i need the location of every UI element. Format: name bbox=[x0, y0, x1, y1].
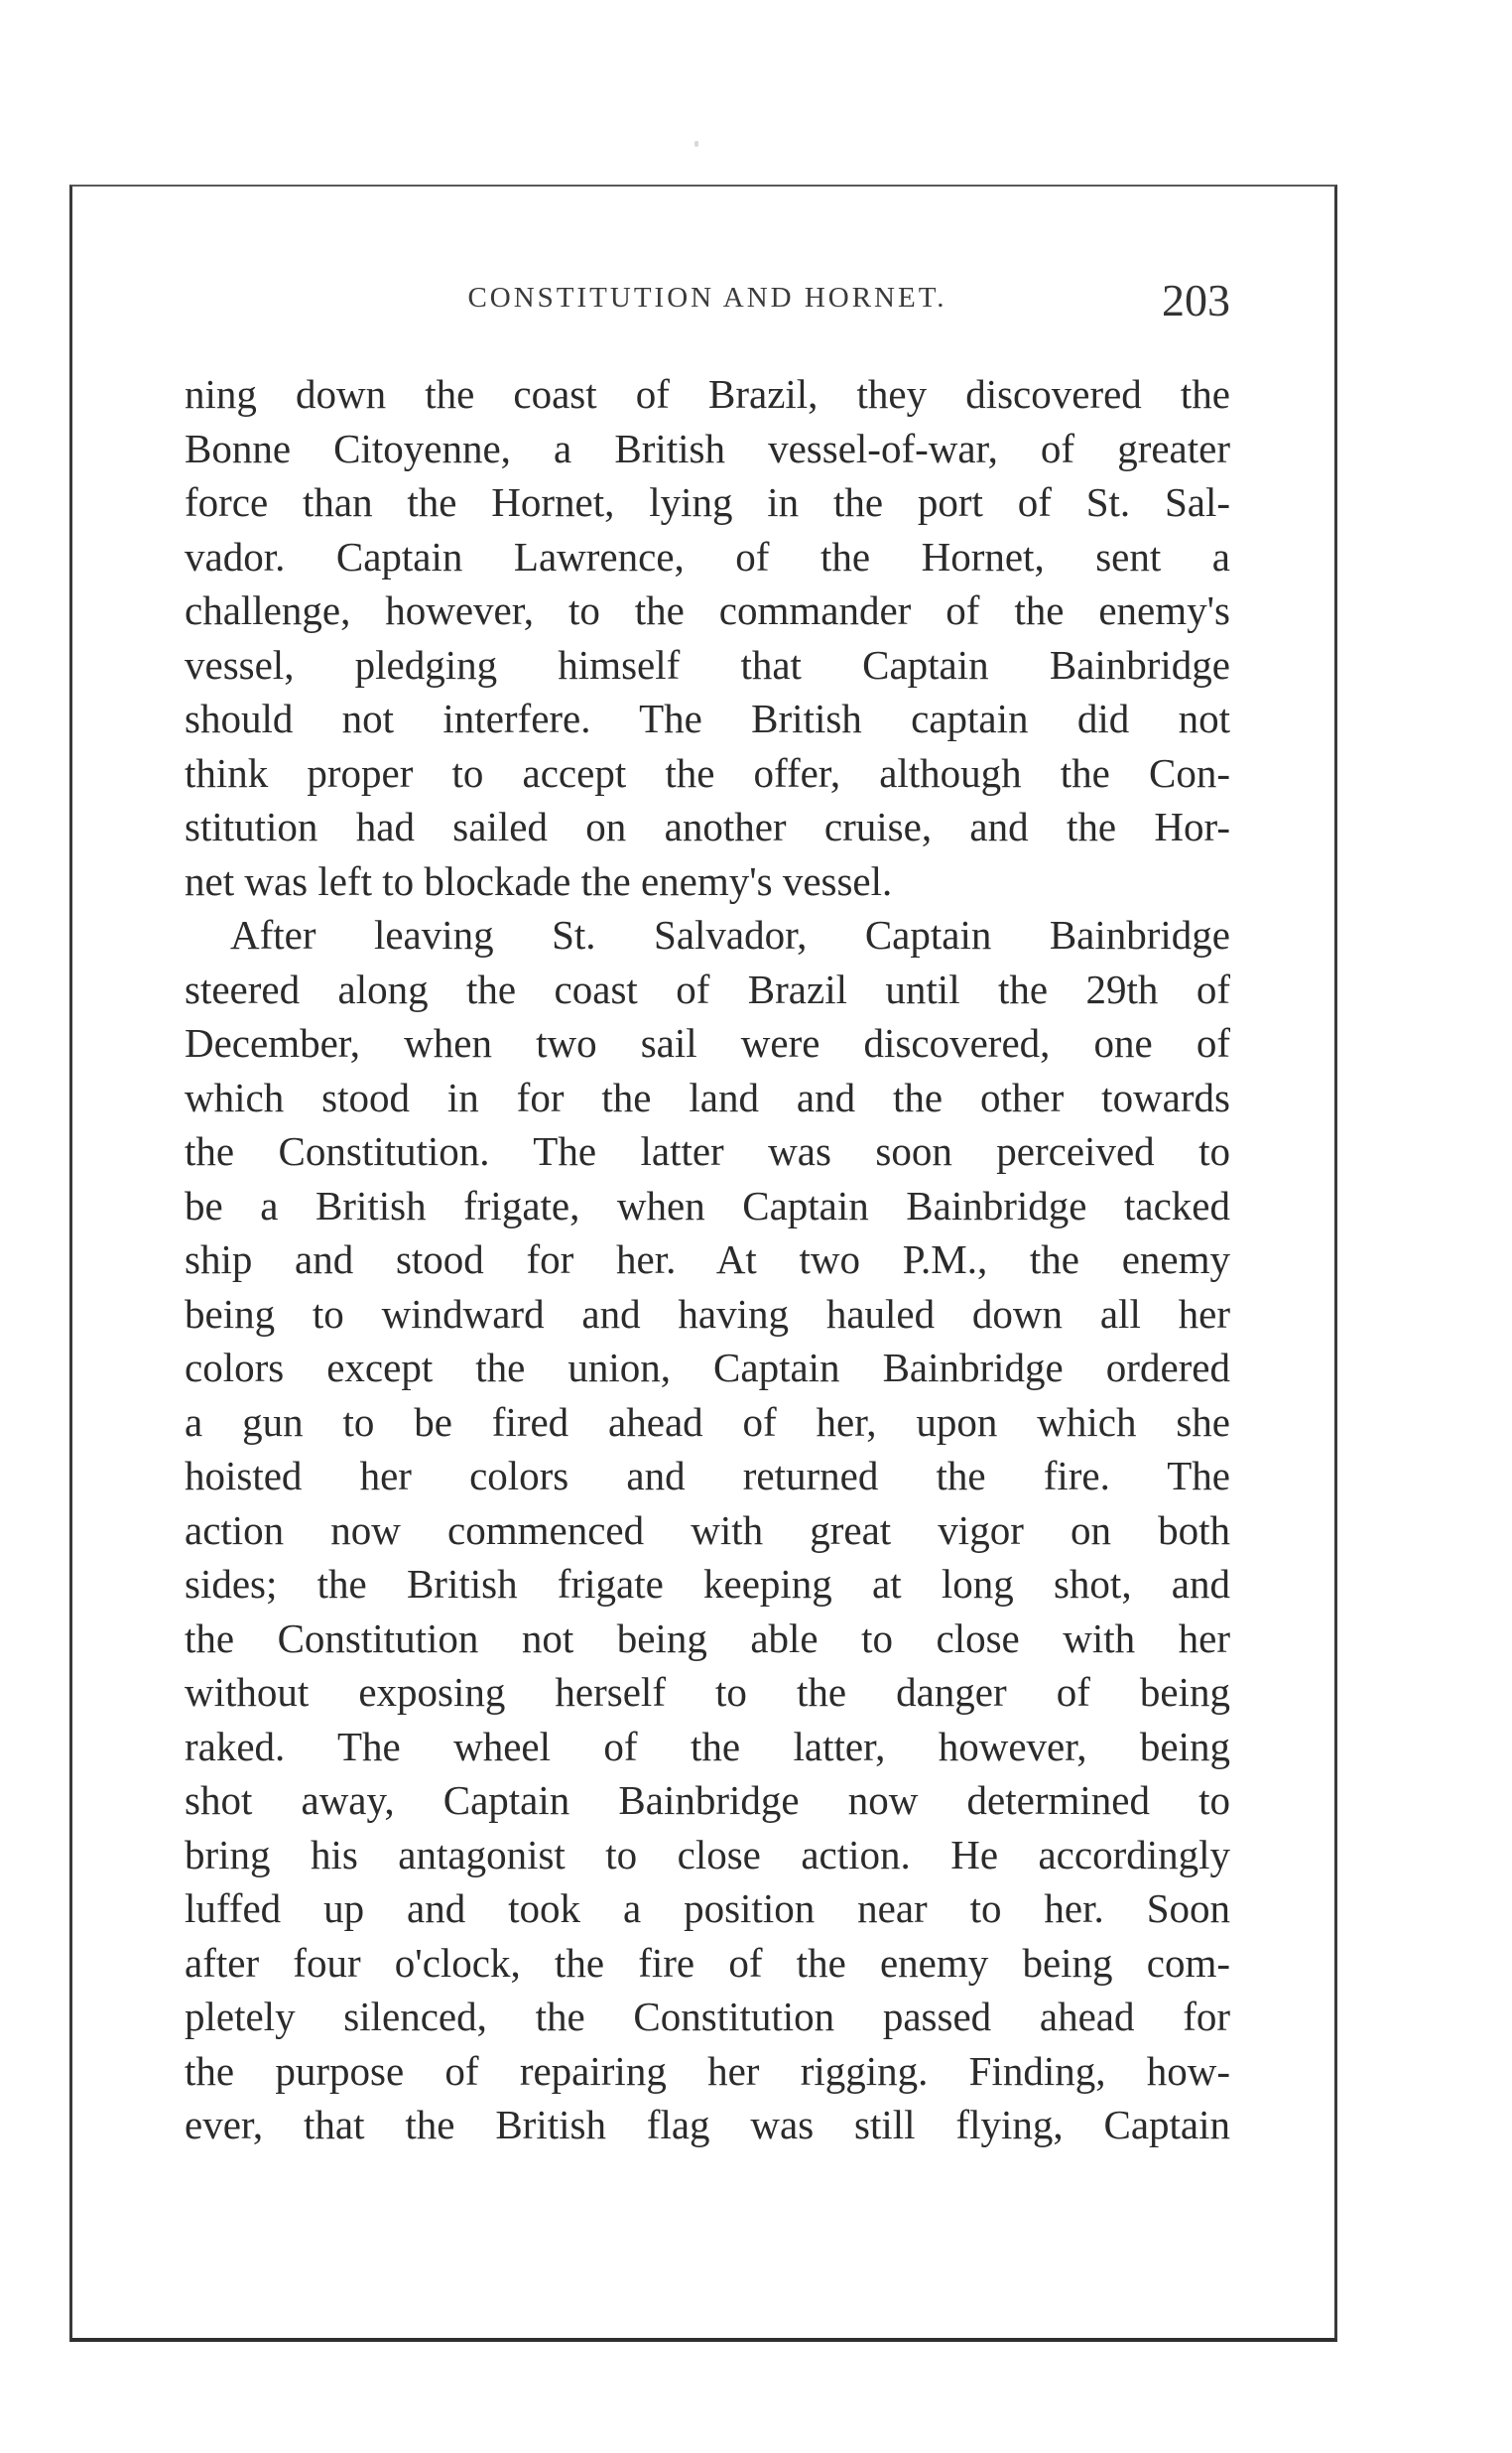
text-line: stitution had sailed on another cruise, and the Hor- bbox=[185, 804, 1230, 849]
text-line: a gun to be fired ahead of her, upon which she bbox=[185, 1398, 1230, 1445]
body-text bbox=[185, 367, 1230, 2152]
text-line: shot away, Captain Bainbridge now determined to bbox=[185, 1777, 1230, 1823]
text-line: sides; the British frigate keeping at long shot, and bbox=[185, 1561, 1230, 1607]
text-line: think proper to accept the offer, although the Con- bbox=[185, 749, 1230, 796]
text-line: should not interfere. The British captain did not bbox=[185, 696, 1230, 741]
text-line: vessel, pledging himself that Captain Bainbridge bbox=[185, 641, 1230, 688]
text-line: December, when two sail were discovered, one of bbox=[185, 1020, 1230, 1066]
text-line: the Constitution. The latter was soon perceived to bbox=[185, 1128, 1230, 1174]
text-line: colors except the union, Captain Bainbridge ordered bbox=[185, 1345, 1230, 1390]
running-header bbox=[185, 274, 1230, 333]
text-line: the Constitution not being able to close with her bbox=[185, 1614, 1230, 1661]
text-line: ship and stood for her. At two P.M., the enemy bbox=[185, 1236, 1230, 1282]
text-line: vador. Captain Lawrence, of the Hornet, sent a bbox=[185, 533, 1230, 580]
text-line: be a British frigate, when Captain Bainbridge tacked bbox=[185, 1182, 1230, 1228]
page-number: 203 bbox=[1162, 275, 1230, 325]
text-line: Bonne Citoyenne, a British vessel-of-war, of greater bbox=[185, 425, 1230, 471]
text-line: action now commenced with great vigor on both bbox=[185, 1506, 1230, 1553]
text-line: pletely silenced, the Constitution passed ahead for bbox=[185, 1994, 1230, 2039]
text-line: raked. The wheel of the latter, however, being bbox=[185, 1723, 1230, 1769]
text-line: ever, that the British flag was still flying, Captain bbox=[185, 2102, 1230, 2147]
running-title: CONSTITUTION AND HORNET. bbox=[467, 282, 947, 314]
text-line: which stood in for the land and the other towards bbox=[185, 1074, 1230, 1120]
paragraph-start-line: After leaving St. Salvador, Captain Bainbridge bbox=[230, 912, 1230, 958]
text-line: the purpose of repairing her rigging. Finding, how- bbox=[185, 2047, 1230, 2094]
text-line: challenge, however, to the commander of the enemy's bbox=[185, 587, 1230, 633]
text-line: bring his antagonist to close action. He accordingly bbox=[185, 1831, 1230, 1877]
text-line: after four o'clock, the fire of the enemy being com- bbox=[185, 1939, 1230, 1986]
print-speck bbox=[694, 141, 698, 147]
text-line: ning down the coast of Brazil, they discovered the bbox=[185, 371, 1230, 417]
text-line: steered along the coast of Brazil until the 29th of bbox=[185, 966, 1230, 1012]
text-line: force than the Hornet, lying in the port of St. Sal- bbox=[185, 479, 1230, 525]
paragraph-end-line: net was left to blockade the enemy's vessel. bbox=[185, 857, 893, 904]
text-line: luffed up and took a position near to her. Soon bbox=[185, 1885, 1230, 1931]
text-line: being to windward and having hauled down all her bbox=[185, 1290, 1230, 1337]
text-line: hoisted her colors and returned the fire. The bbox=[185, 1453, 1230, 1498]
text-line: without exposing herself to the danger of being bbox=[185, 1669, 1230, 1715]
